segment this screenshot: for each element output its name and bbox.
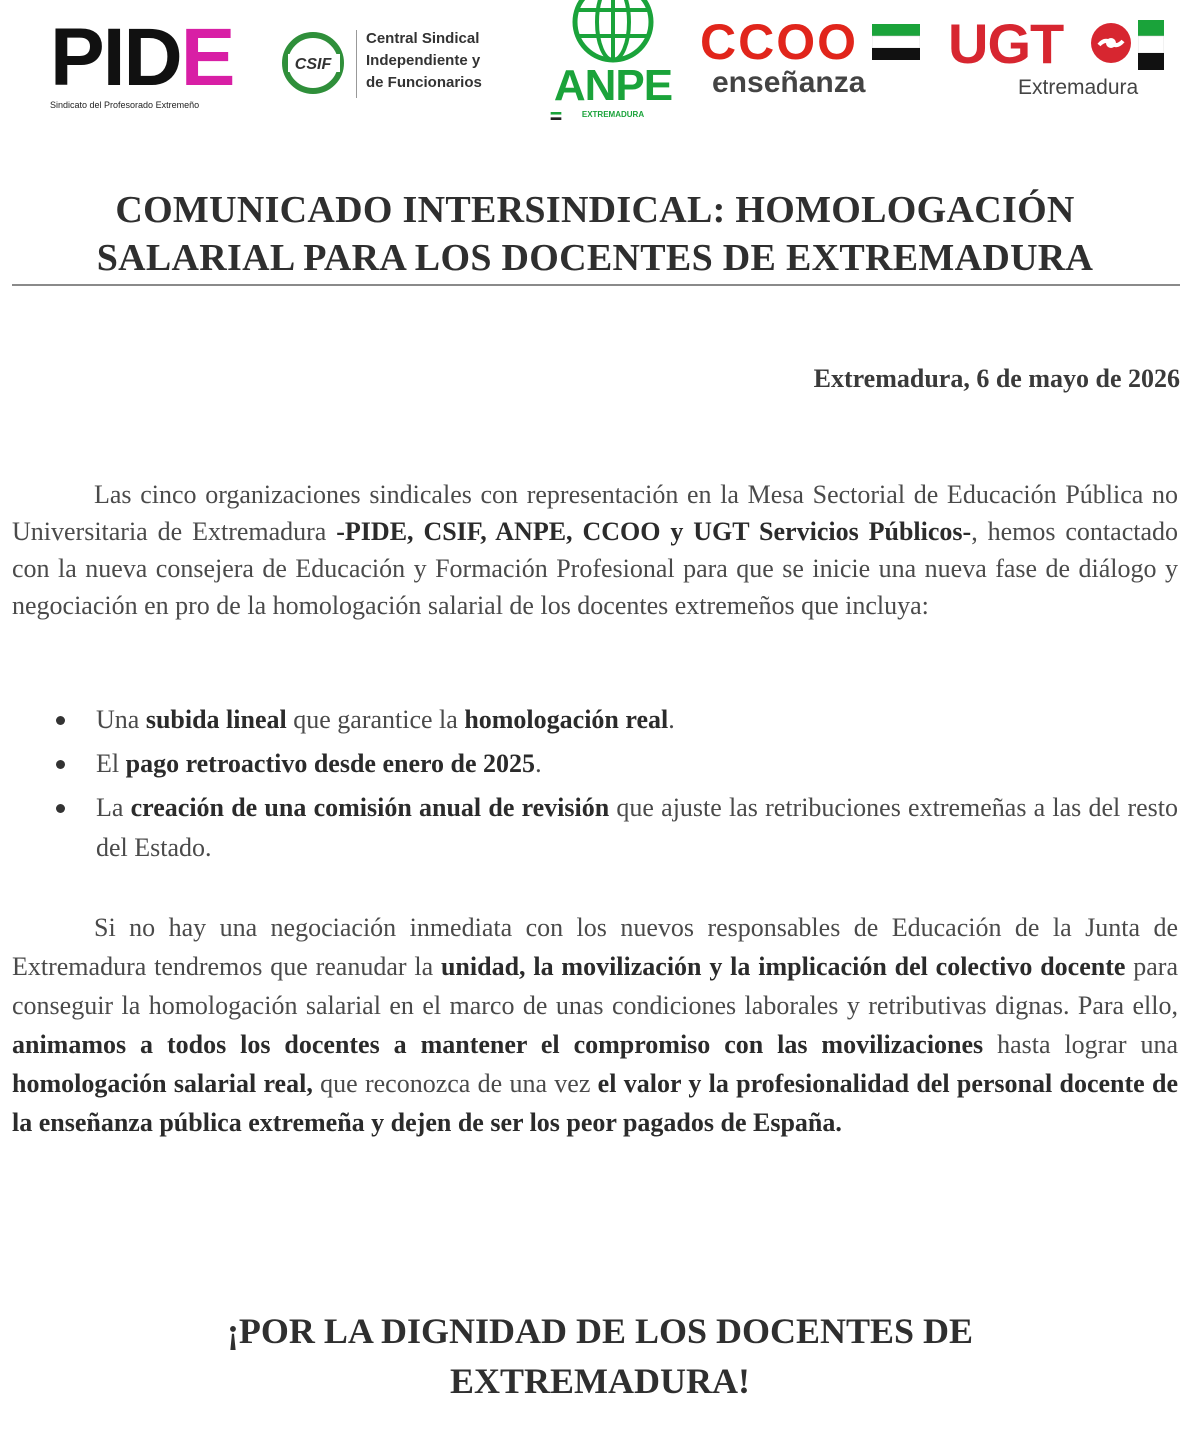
anpe-logo (548, 0, 678, 128)
csif-divider (356, 30, 357, 98)
pide-logo (50, 12, 265, 118)
ccoo-logo (700, 14, 930, 108)
title-line-2: SALARIAL PARA LOS DOCENTES DE EXTREMADURA (96, 237, 1094, 279)
ugt-logo (948, 14, 1180, 110)
demand-text: que garantice la (286, 705, 465, 734)
extremadura-flag-icon (1138, 20, 1164, 70)
document-title (10, 186, 1180, 282)
csif-name-line3: de Funcionarios (366, 74, 482, 91)
cta-bold-4: el valor y la profesionalidad del personal docente de la enseñanza pública extremeña y dejen de ser los peor pagados de España. (12, 1069, 1178, 1137)
ugt-wordmark: UGT (948, 12, 1064, 75)
extremadura-flag-icon (872, 24, 920, 60)
anpe-globe-icon (548, 0, 678, 70)
demand-bold: pago retroactivo desde enero de 2025 (125, 749, 536, 778)
pide-logo-wordmark: PIDE (50, 12, 234, 103)
demand-item (52, 700, 1178, 740)
ccoo-wordmark: CCOO (700, 14, 858, 70)
cta-text-1: Si no hay una negociación inmediata con los nuevos responsables de Educación de la Junta de Extremadura tendremos que reanudar la (12, 913, 1178, 981)
demand-text: El (96, 749, 126, 778)
demand-bold: creación de una comisión anual de revisión (130, 793, 610, 822)
demand-text: . (535, 749, 542, 778)
closing-line-1: ¡POR LA DIGNIDAD DE LOS DOCENTES DE (226, 1311, 974, 1351)
demand-item (52, 744, 1178, 784)
cta-bold-2: animamos a todos los docentes a mantener el compromiso con las movilizaciones (12, 1030, 984, 1059)
pide-tagline: Sindicato del Profesorado Extremeño (50, 100, 200, 110)
bullet-icon (56, 716, 65, 725)
csif-badge-text: CSIF (294, 56, 332, 73)
closing-slogan (150, 1306, 1050, 1406)
bullet-icon (56, 804, 65, 813)
ugt-region: Extremadura (1018, 76, 1139, 99)
intro-text-1: Las cinco organizaciones sindicales con representación en la Mesa Sectorial de Educación Pública no Universitaria de Extremadura (12, 480, 1178, 546)
ccoo-subtitle: enseñanza (712, 66, 866, 99)
demand-bold: homologación real (464, 705, 669, 734)
demand-text: que ajuste las retribuciones extremeñas a las del resto del Estado. (96, 793, 1179, 862)
cta-text-3: hasta lograr una (983, 1030, 1179, 1059)
csif-logo (282, 26, 532, 106)
cta-bold-1: unidad, la movilización y la implicación del colectivo docente (440, 952, 1126, 981)
csif-badge-icon (282, 32, 344, 94)
cta-text-2: para conseguir la homologación salarial en el marco de unas condiciones laborales y retributivas dignas. Para ello, (12, 952, 1178, 1020)
document-date: Extremadura, 6 de mayo de 2026 (813, 364, 1180, 393)
anpe-region: EXTREMADURA (581, 110, 645, 119)
demands-list (52, 700, 1178, 872)
demand-text: . (668, 705, 675, 734)
csif-name-line2: Independiente y (366, 52, 481, 69)
demand-item (52, 788, 1178, 868)
demand-text: La (96, 793, 131, 822)
csif-name (366, 28, 536, 94)
closing-line-2: EXTREMADURA! (450, 1361, 750, 1401)
cta-bold-3: homologación salarial real, (12, 1069, 313, 1098)
ugt-handshake-icon (1090, 22, 1132, 64)
title-divider (12, 284, 1180, 286)
call-to-action-paragraph (12, 908, 1178, 1142)
intro-paragraph (12, 476, 1178, 624)
intro-unions: -PIDE, CSIF, ANPE, CCOO y UGT Servicios Públicos- (336, 517, 972, 546)
demand-text: Una (96, 705, 146, 734)
csif-name-line1: Central Sindical (366, 30, 480, 47)
anpe-wordmark: ANPE (553, 61, 673, 110)
demand-bold: subida lineal (145, 705, 287, 734)
cta-text-4: que reconozca de una vez (312, 1069, 598, 1098)
title-line-1: COMUNICADO INTERSINDICAL: HOMOLOGACIÓN (115, 189, 1075, 231)
union-logos-header (0, 0, 1200, 130)
intro-text-2: , hemos contactado con la nueva consejera de Educación y Formación Profesional para que se inicie una nueva fase de diálogo y negociación en pro de la homologación salarial de los docentes extremeños que incluya: (12, 517, 1178, 620)
bullet-icon (56, 760, 65, 769)
